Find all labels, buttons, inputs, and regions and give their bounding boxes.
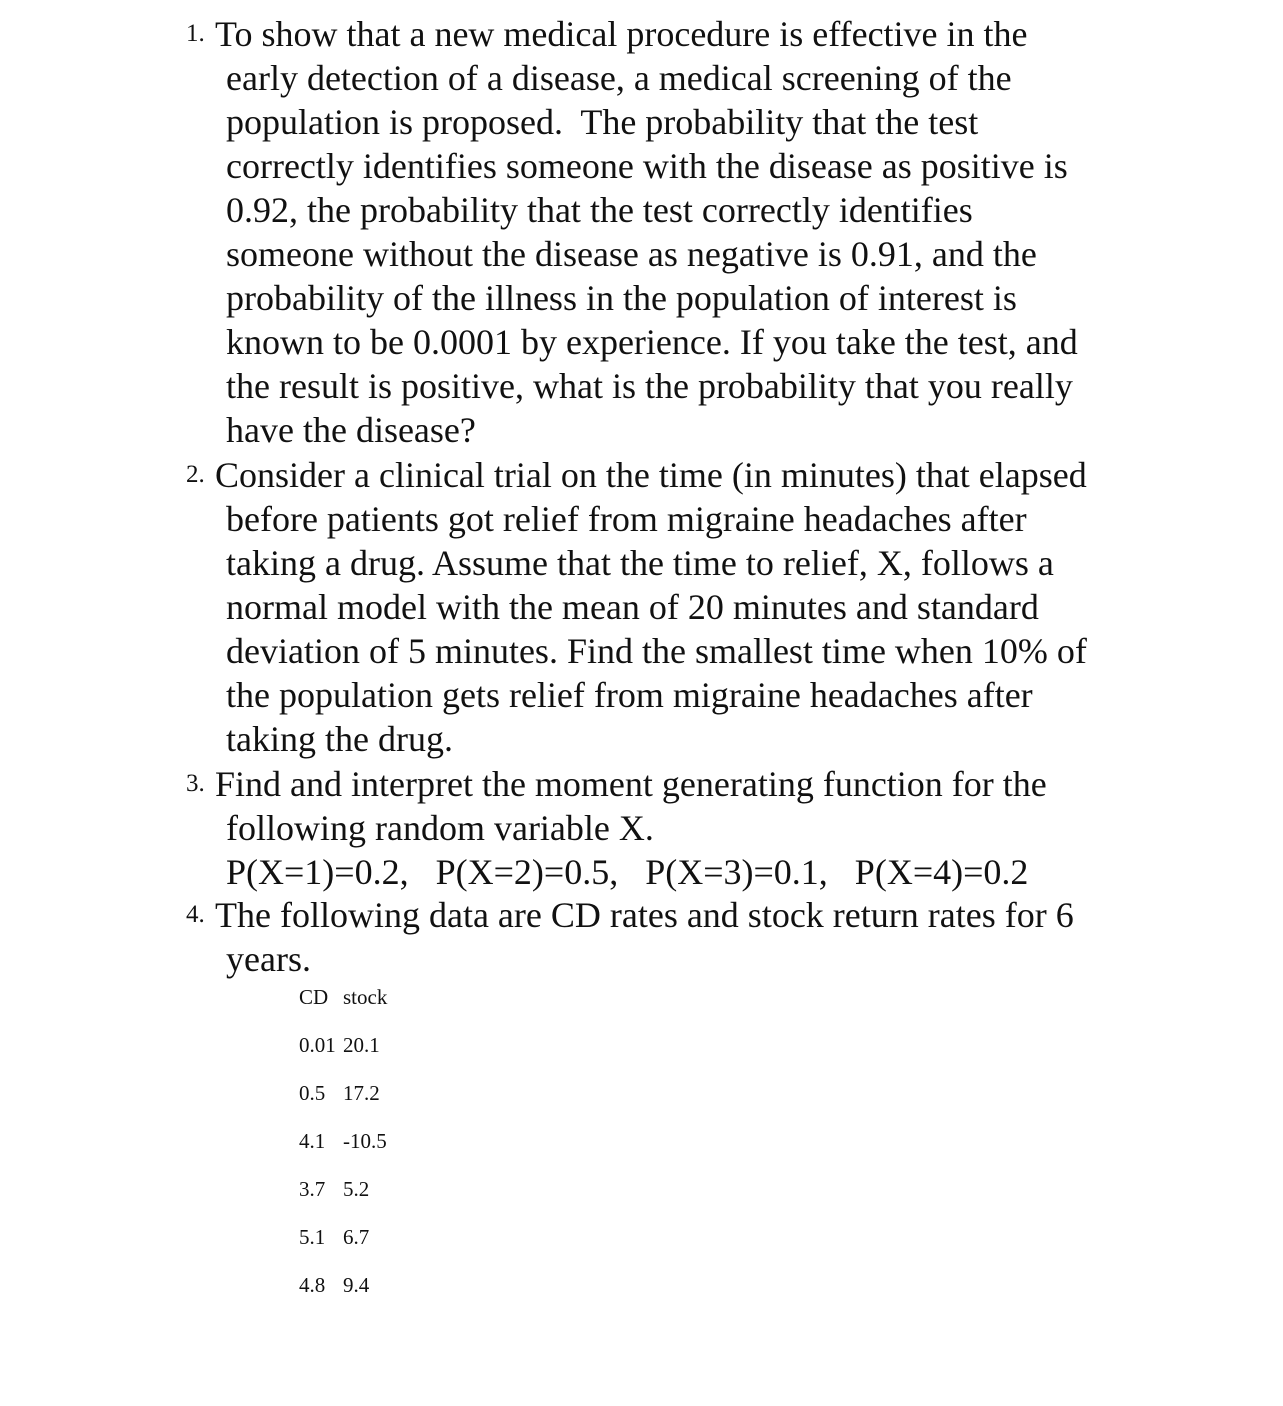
question-number: 3.: [186, 770, 205, 797]
stock-return-cell: 6.7: [343, 1225, 370, 1249]
question-line: known to be 0.0001 by experience. If you take the test, and: [226, 322, 1078, 362]
question-line: 0.92, the probability that the test correctly identifies: [226, 190, 973, 230]
stock-return-cell: 20.1: [343, 1033, 380, 1057]
question-line: To show that a new medical procedure is effective in the: [215, 14, 1028, 54]
table-row: [299, 1222, 370, 1270]
question-line: normal model with the mean of 20 minutes and standard: [226, 587, 1039, 627]
question-line: years.: [226, 939, 311, 979]
cd-rate-cell: 5.1: [299, 1225, 326, 1249]
cd-rate-cell: 0.01: [299, 1033, 336, 1057]
question-line: Find and interpret the moment generating function for the: [215, 764, 1047, 804]
question-line: taking the drug.: [226, 719, 453, 759]
question-number: 4.: [186, 901, 205, 928]
cd-rate-cell: 4.1: [299, 1129, 326, 1153]
stock-return-cell: 9.4: [343, 1273, 370, 1297]
table-row: [299, 1078, 380, 1126]
cd-rate-cell: 3.7: [299, 1177, 326, 1201]
question-line: have the disease?: [226, 410, 476, 450]
question-line: Consider a clinical trial on the time (in minutes) that elapsed: [215, 455, 1087, 495]
table-row: [299, 1270, 370, 1318]
table-row: [299, 1126, 387, 1174]
question-line: the result is positive, what is the probability that you really: [226, 366, 1073, 406]
question-line: probability of the illness in the population of interest is: [226, 278, 1017, 318]
question-line: taking a drug. Assume that the time to relief, X, follows a: [226, 543, 1054, 583]
question-line: correctly identifies someone with the disease as positive is: [226, 146, 1068, 186]
question-line: the population gets relief from migraine headaches after: [226, 675, 1033, 715]
table-row: [299, 1030, 380, 1078]
question-text: [186, 12, 1146, 452]
cd-rate-cell: 0.5: [299, 1081, 326, 1105]
question-line: early detection of a disease, a medical screening of the: [226, 58, 1012, 98]
table-header-row: [299, 982, 388, 1030]
question-line: following random variable X.: [226, 808, 654, 848]
column-header-stock: stock: [343, 985, 388, 1009]
question-text: [186, 762, 1146, 894]
stock-return-cell: 5.2: [343, 1177, 370, 1201]
question-text: [186, 453, 1146, 761]
table-row: [299, 1174, 370, 1222]
stock-return-cell: 17.2: [343, 1081, 380, 1105]
cd-stock-data-table: [299, 982, 388, 1318]
cd-rate-cell: 4.8: [299, 1273, 326, 1297]
question-line: someone without the disease as negative is 0.91, and the: [226, 234, 1037, 274]
question-line: The following data are CD rates and stock return rates for 6: [215, 895, 1074, 935]
question-line: deviation of 5 minutes. Find the smallest time when 10% of: [226, 631, 1087, 671]
question-text: [186, 893, 1146, 981]
question-line: before patients got relief from migraine headaches after: [226, 499, 1027, 539]
stock-return-cell: -10.5: [343, 1129, 387, 1153]
probability-distribution-line: P(X=1)=0.2, P(X=2)=0.5, P(X=3)=0.1, P(X=4)=0.2: [226, 852, 1029, 892]
question-line: population is proposed. The probability that the test: [226, 102, 979, 142]
column-header-cd: CD: [299, 985, 329, 1009]
question-number: 1.: [186, 20, 205, 47]
question-number: 2.: [186, 461, 205, 488]
